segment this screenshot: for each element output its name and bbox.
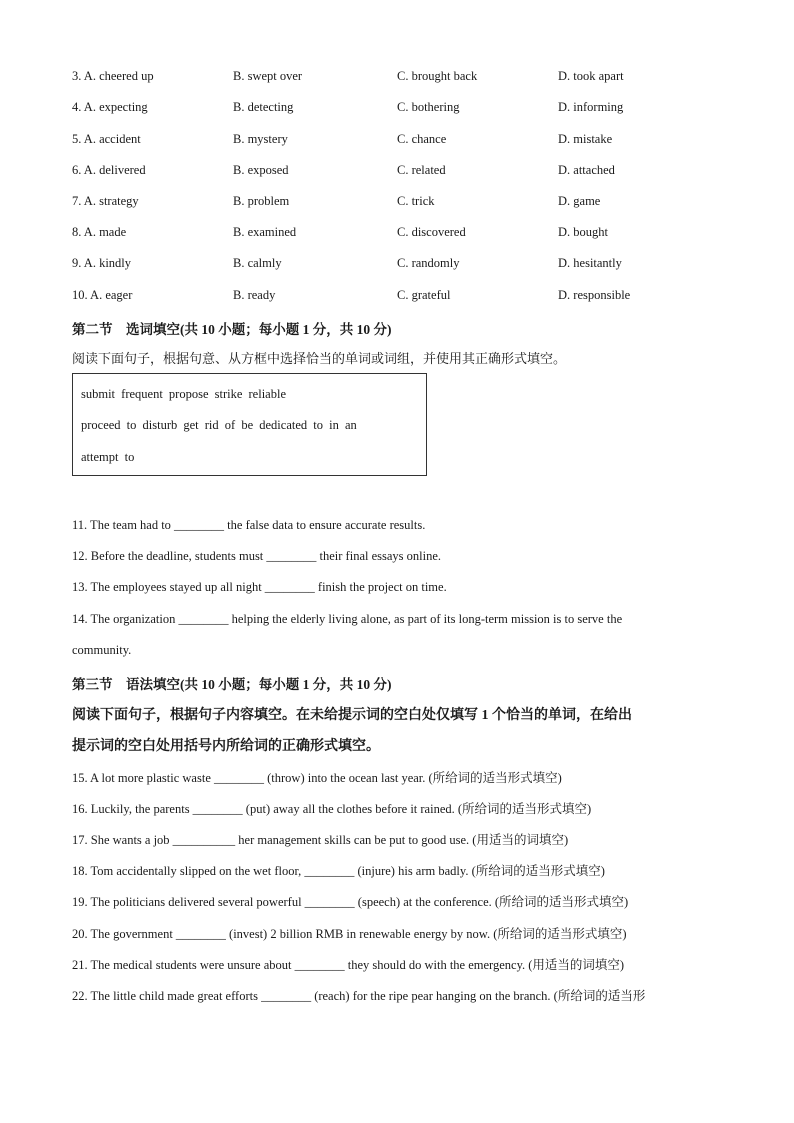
option-d: D. mistake	[558, 132, 613, 146]
option-c: C. bothering	[397, 100, 460, 114]
question-16: 16. Luckily, the parents ________ (put) away all the clothes before it rained. (所给词的适当形式填空)	[72, 802, 592, 816]
option-b: B. ready	[233, 288, 276, 302]
section3-instruction-line2: 提示词的空白处用括号内所给词的正确形式填空。	[72, 739, 380, 754]
mc-item	[72, 225, 752, 247]
question-14-continuation: community.	[72, 643, 132, 657]
option-c: C. grateful	[397, 288, 451, 302]
section2-heading: 第二节 选词填空(共 10 小题；每小题 1 分，共 10 分)	[72, 322, 392, 337]
question-17: 17. She wants a job __________ her management skills can be put to good use. (用适当的词填空)	[72, 833, 569, 847]
question-11: 11. The team had to ________ the false data to ensure accurate results.	[72, 518, 426, 532]
option-c: C. randomly	[397, 256, 460, 270]
option-a: 6. A. delivered	[72, 163, 146, 177]
option-a: 5. A. accident	[72, 132, 141, 146]
mc-item	[72, 256, 752, 278]
word-bank-line: submit frequent propose strike reliable	[81, 387, 286, 401]
question-19: 19. The politicians delivered several powerful ________ (speech) at the conference. (所给词的适当形式填空)	[72, 895, 629, 909]
mc-item	[72, 132, 752, 154]
mc-item	[72, 100, 752, 122]
option-b: B. swept over	[233, 69, 303, 83]
section3-heading: 第三节 语法填空(共 10 小题；每小题 1 分，共 10 分)	[72, 677, 392, 692]
word-bank-box	[72, 373, 427, 476]
question-15: 15. A lot more plastic waste ________ (throw) into the ocean last year. (所给词的适当形式填空)	[72, 771, 562, 785]
option-d: D. game	[558, 194, 601, 208]
option-a: 7. A. strategy	[72, 194, 139, 208]
option-a: 3. A. cheered up	[72, 69, 154, 83]
option-c: C. brought back	[397, 69, 478, 83]
question-18: 18. Tom accidentally slipped on the wet floor, ________ (injure) his arm badly. (所给词的适当形式填空)	[72, 864, 605, 878]
option-a: 4. A. expecting	[72, 100, 148, 114]
option-b: B. exposed	[233, 163, 289, 177]
option-b: B. mystery	[233, 132, 288, 146]
question-20: 20. The government ________ (invest) 2 billion RMB in renewable energy by now. (所给词的适当形式填空)	[72, 927, 627, 941]
option-b: B. examined	[233, 225, 297, 239]
word-bank-line: attempt to	[81, 450, 135, 464]
question-12: 12. Before the deadline, students must ________ their final essays online.	[72, 549, 442, 563]
option-b: B. problem	[233, 194, 290, 208]
mc-item	[72, 288, 752, 310]
question-22: 22. The little child made great efforts ________ (reach) for the ripe pear hanging on the branch. (所给词的适当形	[72, 989, 646, 1003]
option-c: C. chance	[397, 132, 447, 146]
option-a: 8. A. made	[72, 225, 127, 239]
option-d: D. hesitantly	[558, 256, 622, 270]
question-14: 14. The organization ________ helping the elderly living alone, as part of its long-term mission is to serve the	[72, 612, 623, 626]
option-d: D. attached	[558, 163, 615, 177]
option-c: C. trick	[397, 194, 435, 208]
question-21: 21. The medical students were unsure about ________ they should do with the emergency. (用适当的词填空)	[72, 958, 625, 972]
section2-instruction: 阅读下面句子，根据句意、从方框中选择恰当的单词或词组，并使用其正确形式填空。	[72, 351, 567, 366]
option-a: 9. A. kindly	[72, 256, 132, 270]
mc-item	[72, 163, 752, 185]
word-bank-line: proceed to disturb get rid of be dedicated to in an	[81, 418, 357, 432]
mc-item	[72, 194, 752, 216]
option-c: C. discovered	[397, 225, 466, 239]
option-b: B. detecting	[233, 100, 294, 114]
option-a: 10. A. eager	[72, 288, 133, 302]
mc-item	[72, 69, 752, 91]
option-d: D. responsible	[558, 288, 631, 302]
section3-instruction-line1: 阅读下面句子，根据句子内容填空。在未给提示词的空白处仅填写 1 个恰当的单词，在给出	[72, 708, 632, 723]
option-c: C. related	[397, 163, 446, 177]
option-d: D. took apart	[558, 69, 624, 83]
question-13: 13. The employees stayed up all night ________ finish the project on time.	[72, 580, 447, 594]
option-d: D. informing	[558, 100, 624, 114]
option-b: B. calmly	[233, 256, 282, 270]
option-d: D. bought	[558, 225, 608, 239]
